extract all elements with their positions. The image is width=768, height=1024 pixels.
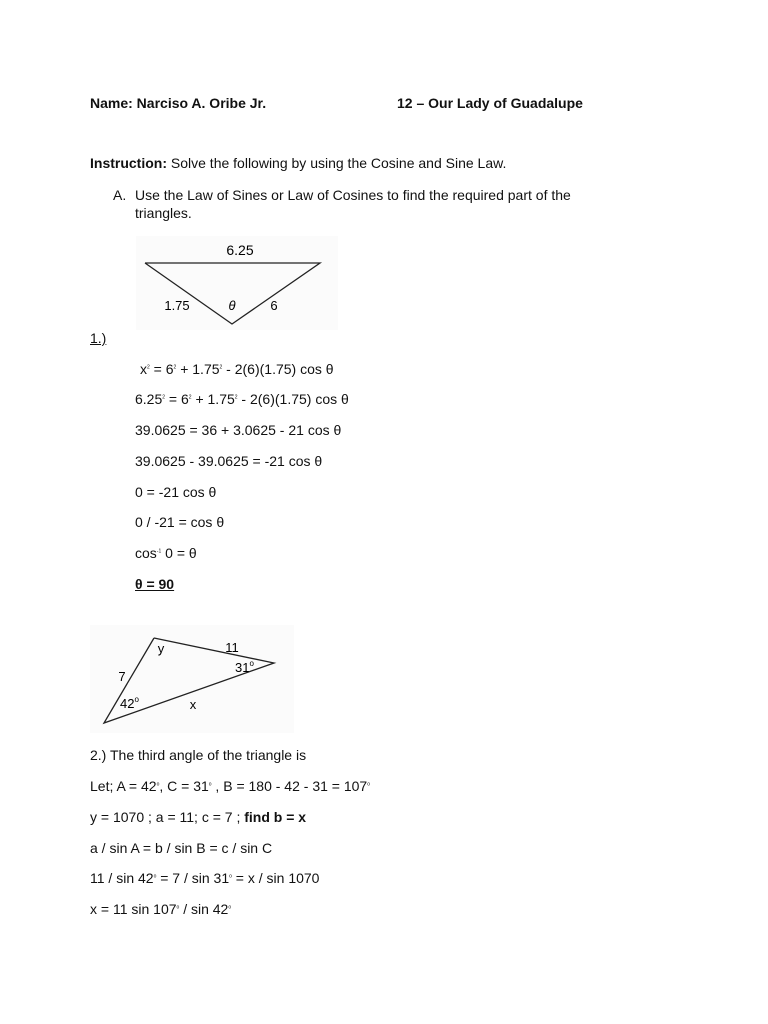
p2-line-1: Let; $A = 42^o$, $C = 31^o$ , $B = 180 - 42 - 31 = 107^o$: [90, 778, 370, 794]
p2-line-4: $11 / \sin 42^o = 7 / \sin 31^o = x / \sin 1070$: [90, 870, 320, 886]
triangle-figure-1: [136, 236, 338, 330]
fig2-angle-a: 42$^o$: [120, 695, 139, 711]
p1-step-4: 39.0625 - 39.0625 = -21 cos θ: [135, 453, 323, 469]
part-a-marker: A.: [113, 187, 127, 203]
p1-step-7: $\cos^{-1} 0 = \theta$: [135, 545, 197, 561]
instruction-text: Solve the following by using the Cosine and Sine Law.: [167, 155, 507, 171]
instruction-label: Instruction:: [90, 155, 167, 171]
p1-step-3: 39.0625 = 36 + 3.0625 - 21 cos θ: [135, 422, 342, 438]
fig1-angle-label: θ: [228, 298, 236, 313]
p1-step-5: 0 = -21 cos θ: [135, 484, 217, 500]
p2-line-5: x = 11 sin 107$^o$ / sin 42$^o$: [90, 901, 232, 917]
fig1-top-label: 6.25: [226, 242, 254, 258]
p1-step-2: $6.25^2 = 6^2 + 1.75^2 - 2(6)(1.75)$ cos θ: [135, 391, 349, 407]
p1-step-6: 0 / -21 = cos θ: [135, 514, 225, 530]
p2-line-2: y = 1070 ; a = 11; c = 7 ; find b = x: [90, 809, 307, 825]
fig2-bottom-label: x: [189, 697, 197, 712]
fig1-right-label: 6: [270, 298, 278, 313]
fig2-angle-c: 31$^o$: [235, 659, 254, 675]
student-name: Name: Narciso A. Oribe Jr.: [90, 95, 267, 111]
triangle-figure-2: [90, 625, 294, 733]
fig2-top-label: 11: [225, 640, 239, 655]
p1-answer: θ = 90: [135, 576, 175, 592]
fig2-y-label: y: [157, 641, 165, 656]
problem-2-intro: 2.) The third angle of the triangle is: [90, 747, 307, 763]
p2-line-3: a / sin A = b / sin B = c / sin C: [90, 840, 273, 856]
problem-1-number: 1.): [90, 330, 107, 346]
fig2-left-label: 7: [118, 669, 126, 684]
section-name: 12 – Our Lady of Guadalupe: [397, 95, 583, 111]
p1-step-1: $x^2 = 6^2 + 1.75^2 - 2(6)(1.75)$ cos θ: [140, 361, 334, 377]
part-a-line1: Use the Law of Sines or Law of Cosines to find the required part of the: [135, 187, 571, 203]
p2-find-text: find b = x: [244, 809, 307, 825]
fig1-left-label: 1.75: [164, 298, 190, 313]
instruction-line: [90, 155, 506, 171]
part-a-line2: triangles.: [135, 205, 192, 221]
